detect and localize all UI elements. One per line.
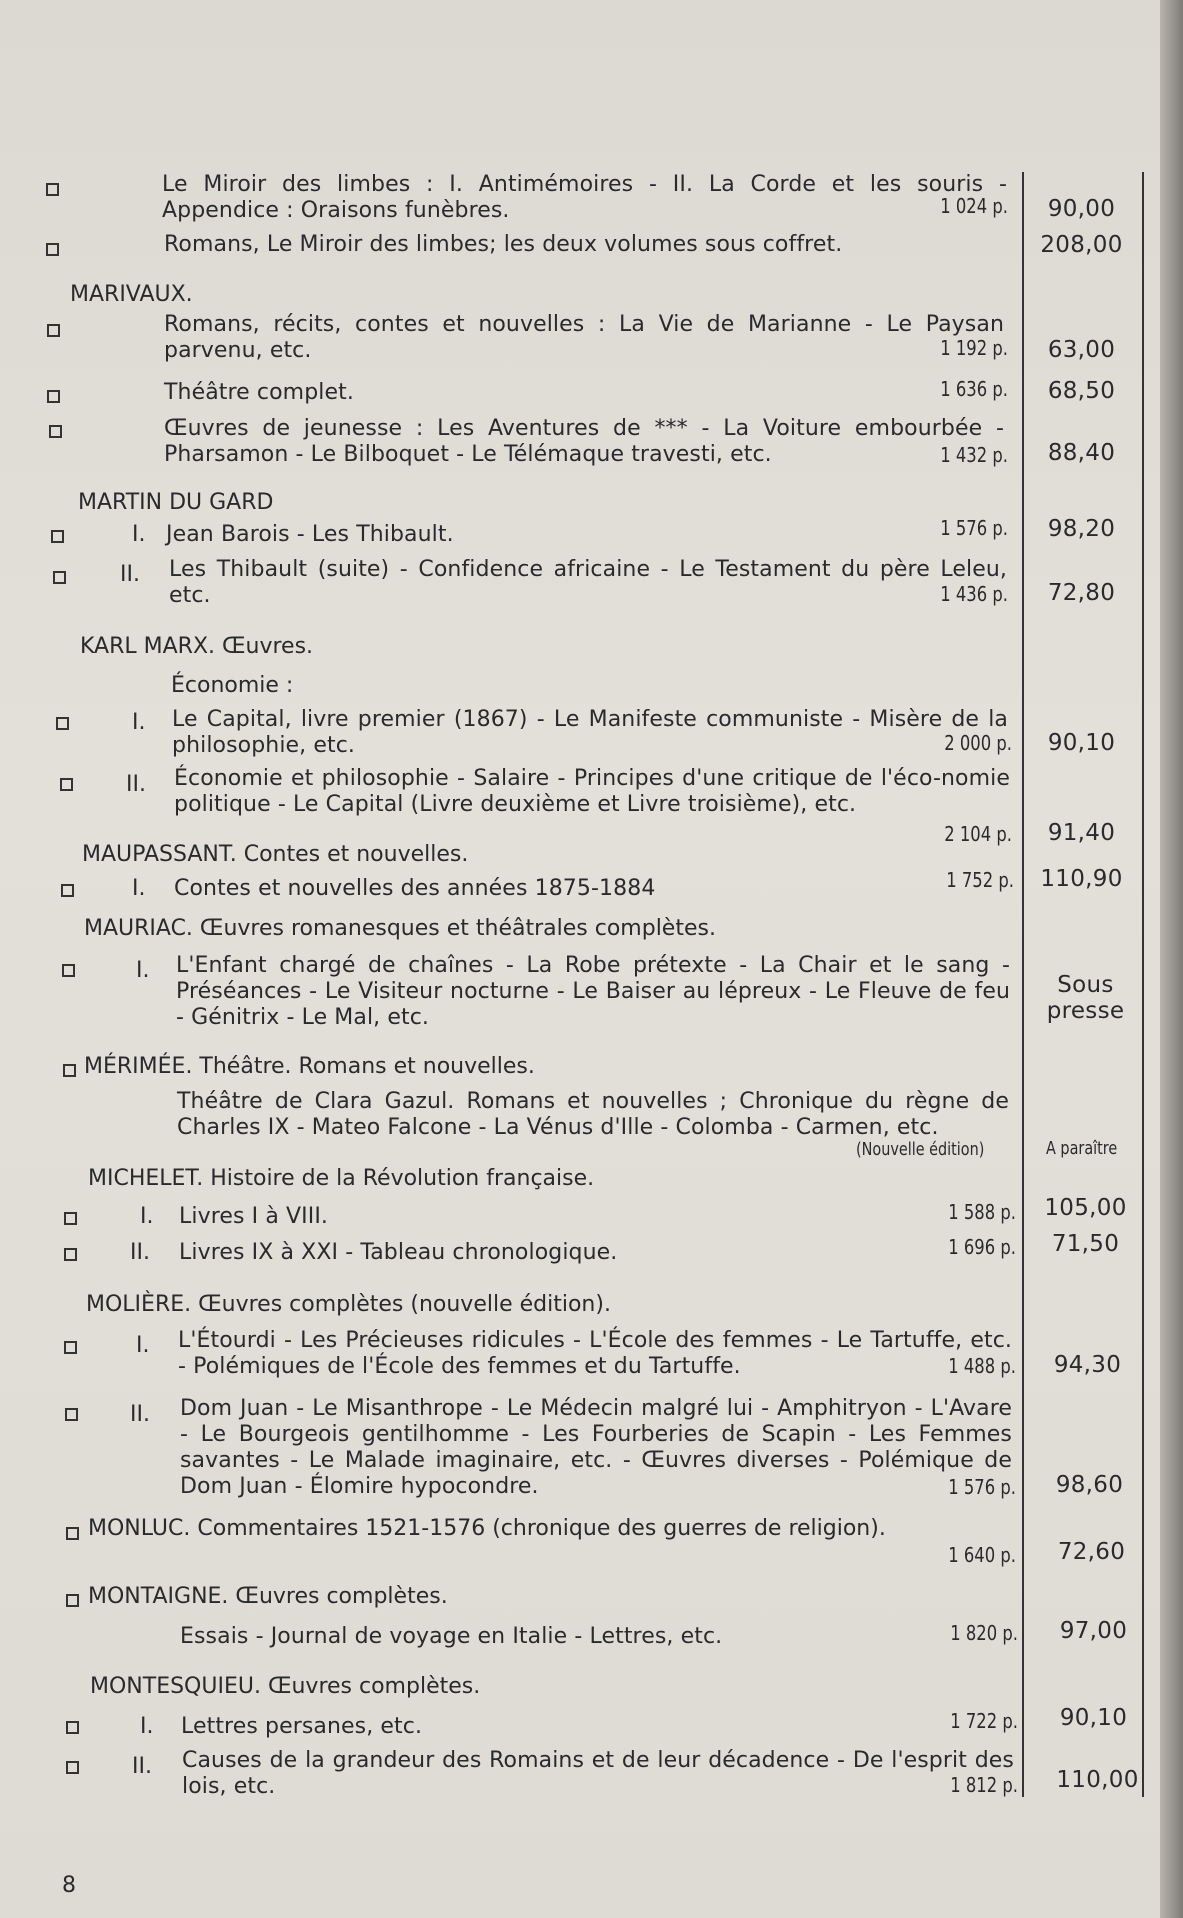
author-heading: MONTESQUIEU. Œuvres complètes. — [90, 1674, 481, 1699]
volume-number: II. — [130, 1402, 150, 1427]
book-description: Livres IX à XXI - Tableau chronologique. — [179, 1240, 618, 1265]
author-heading: MAUPASSANT. Contes et nouvelles. — [82, 842, 469, 867]
order-checkbox[interactable] — [46, 183, 59, 196]
price: 110,90 — [1040, 866, 1123, 892]
author-heading: MOLIÈRE. Œuvres complètes (nouvelle édition). — [86, 1292, 611, 1317]
order-checkbox[interactable] — [60, 778, 73, 791]
volume-number: I. — [136, 1333, 150, 1358]
volume-number: I. — [140, 1714, 154, 1739]
order-checkbox[interactable] — [47, 324, 60, 337]
book-description: Romans, récits, contes et nouvelles : La Vie de Marianne - Le Paysan parvenu, etc. — [164, 312, 1004, 363]
page-edge — [1160, 0, 1183, 1918]
book-description: Essais - Journal de voyage en Italie - Lettres, etc. — [180, 1624, 723, 1649]
volume-number: I. — [132, 710, 146, 735]
price-status: presse — [1046, 998, 1125, 1024]
book-description: Les Thibault (suite) - Confidence africaine - Le Testament du père Leleu, etc. — [169, 557, 1007, 608]
book-description: Romans, Le Miroir des limbes; les deux volumes sous coffret. — [164, 232, 843, 257]
volume-number: I. — [140, 1204, 154, 1229]
order-checkbox[interactable] — [66, 1594, 79, 1607]
price: 98,20 — [1047, 516, 1116, 542]
page-count: 1 576 p. — [940, 516, 1008, 540]
order-checkbox[interactable] — [47, 390, 60, 403]
price: 71,50 — [1051, 1231, 1120, 1257]
order-checkbox[interactable] — [61, 884, 74, 897]
edition-note: (Nouvelle édition) — [856, 1139, 985, 1160]
book-description: Jean Barois - Les Thibault. — [166, 522, 454, 547]
order-checkbox[interactable] — [65, 1408, 78, 1421]
volume-number: II. — [120, 562, 140, 587]
order-checkbox[interactable] — [46, 243, 59, 256]
volume-number: II. — [126, 772, 146, 797]
price: 98,60 — [1055, 1472, 1124, 1498]
order-checkbox[interactable] — [62, 964, 75, 977]
page-count: 1 722 p. — [950, 1709, 1018, 1733]
price: 90,10 — [1047, 730, 1116, 756]
price: 72,80 — [1047, 580, 1116, 606]
price: 63,00 — [1047, 337, 1116, 363]
price: 68,50 — [1047, 378, 1116, 404]
book-description: Théâtre de Clara Gazul. Romans et nouvelles ; Chronique du règne de Charles IX - Mateo Falcone - La Vénus d'Ille - Colomba - Carmen, etc. — [177, 1089, 1009, 1140]
page-count: 2 000 p. — [944, 731, 1012, 755]
author-heading: MARIVAUX. — [70, 282, 193, 307]
order-checkbox[interactable] — [53, 571, 66, 584]
page-count: 1 636 p. — [940, 377, 1008, 401]
book-description: Lettres persanes, etc. — [181, 1714, 423, 1739]
price: 91,40 — [1047, 820, 1116, 846]
page-count: 1 488 p. — [948, 1354, 1016, 1378]
volume-number: I. — [136, 958, 150, 983]
page-number: 8 — [62, 1873, 76, 1898]
column-divider — [1022, 172, 1024, 1797]
author-heading: KARL MARX. Œuvres. — [80, 634, 314, 659]
page-count: 1 576 p. — [948, 1475, 1016, 1499]
volume-number: I. — [132, 522, 146, 547]
price-status: A paraître — [1046, 1138, 1118, 1159]
book-description: Contes et nouvelles des années 1875-1884 — [174, 876, 656, 901]
order-checkbox[interactable] — [64, 1212, 77, 1225]
book-description: Économie et philosophie - Salaire - Principes d'une critique de l'éco-nomie politique - Le Capital (Livre deuxième et Livre troisième), etc. — [174, 766, 1010, 817]
order-checkbox[interactable] — [51, 530, 64, 543]
price: 72,60 — [1057, 1539, 1126, 1565]
page-count: 1 192 p. — [940, 336, 1008, 360]
book-description: Livres I à VIII. — [179, 1204, 329, 1229]
volume-number: I. — [132, 876, 146, 901]
page-count: 1 696 p. — [948, 1235, 1016, 1259]
page-count: 1 024 p. — [940, 194, 1008, 218]
page-count: 1 588 p. — [948, 1200, 1016, 1224]
price: 208,00 — [1040, 232, 1123, 258]
author-heading: MONTAIGNE. Œuvres complètes. — [88, 1584, 448, 1609]
price: 90,00 — [1047, 196, 1116, 222]
order-checkbox[interactable] — [56, 717, 69, 730]
page-count: 1 640 p. — [948, 1543, 1016, 1567]
page-count: 1 436 p. — [940, 582, 1008, 606]
price: 88,40 — [1047, 440, 1116, 466]
price: 105,00 — [1044, 1195, 1127, 1221]
price: 110,00 — [1056, 1767, 1139, 1793]
book-description: Le Miroir des limbes : I. Antimémoires - II. La Corde et les souris - Appendice : Oraisons funèbres. — [162, 172, 1007, 223]
price: 94,30 — [1053, 1352, 1122, 1378]
page-count: 1 752 p. — [946, 868, 1014, 892]
book-description: L'Enfant chargé de chaînes - La Robe prétexte - La Chair et le sang - Préséances - Le Visiteur nocturne - Le Baiser au lépreux - Le Fleuve de feu - Génitrix - Le Mal, etc. — [176, 953, 1010, 1030]
order-checkbox[interactable] — [63, 1064, 76, 1077]
book-description: Théâtre complet. — [164, 380, 354, 405]
page-count: 1 820 p. — [950, 1621, 1018, 1645]
author-heading: MARTIN DU GARD — [78, 490, 274, 515]
page-count: 2 104 p. — [944, 822, 1012, 846]
book-description: Œuvres de jeunesse : Les Aventures de *** - La Voiture embourbée - Pharsamon - Le Bilboquet - Le Télémaque travesti, etc. — [164, 416, 1004, 467]
page-count: 1 432 p. — [940, 443, 1008, 467]
order-checkbox[interactable] — [66, 1721, 79, 1734]
order-checkbox[interactable] — [64, 1248, 77, 1261]
volume-number: II. — [130, 1240, 150, 1265]
author-heading: MAURIAC. Œuvres romanesques et théâtrales complètes. — [84, 916, 716, 941]
order-checkbox[interactable] — [49, 425, 62, 438]
book-description: Dom Juan - Le Misanthrope - Le Médecin malgré lui - Amphitryon - L'Avare - Le Bourgeois gentilhomme - Les Fourberies de Scapin - Les Femmes savantes - Le Malade imaginaire, etc. - Œuvres diverses - Polémique de Dom Juan - Élomire hypocondre. — [180, 1396, 1012, 1499]
volume-number: II. — [132, 1754, 152, 1779]
price-status: Sous — [1057, 972, 1114, 998]
book-description: Le Capital, livre premier (1867) - Le Manifeste communiste - Misère de la philosophie, etc. — [172, 707, 1008, 758]
order-checkbox[interactable] — [66, 1527, 79, 1540]
author-heading: MONLUC. Commentaires 1521-1576 (chronique des guerres de religion). — [88, 1516, 886, 1541]
order-checkbox[interactable] — [66, 1761, 79, 1774]
price: 97,00 — [1059, 1618, 1128, 1644]
page-count: 1 812 p. — [950, 1773, 1018, 1797]
order-checkbox[interactable] — [64, 1341, 77, 1354]
book-description: Causes de la grandeur des Romains et de leur décadence - De l'esprit des lois, etc. — [182, 1748, 1014, 1799]
price: 90,10 — [1059, 1705, 1128, 1731]
section-subheading: Économie : — [171, 673, 294, 698]
book-description: L'Étourdi - Les Précieuses ridicules - L'École des femmes - Le Tartuffe, etc. - Polémiques de l'École des femmes et du Tartuffe. — [178, 1328, 1012, 1379]
author-heading: MICHELET. Histoire de la Révolution française. — [88, 1166, 595, 1191]
author-heading: MÉRIMÉE. Théâtre. Romans et nouvelles. — [84, 1054, 535, 1079]
